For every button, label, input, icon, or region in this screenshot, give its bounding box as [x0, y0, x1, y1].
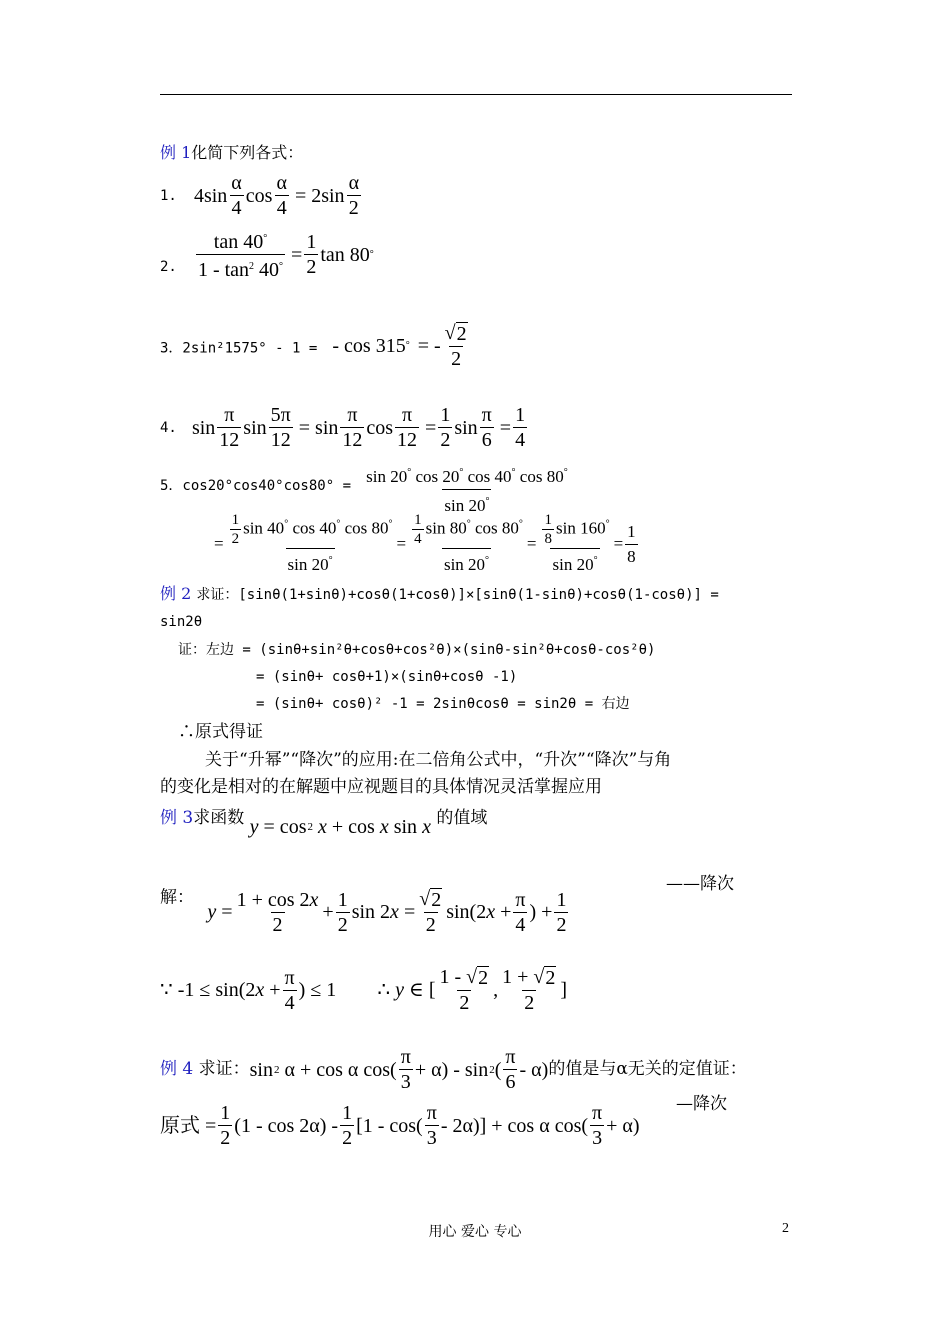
example-3-label: 例 3 — [160, 808, 194, 828]
example-2-statement-cont: sin2θ — [160, 614, 203, 630]
formula-1: 4sin $\frac{\alpha}{4}$ cos $\frac{\alpha}{4}$ = 2sin $\frac{\alpha}{2}$ — [193, 172, 360, 219]
note-line-1: 关于“升幂”“降次”的应用:在二倍角公式中，“升次”“降次”与角 — [205, 750, 672, 770]
example-4-formula: sin 2 α + cos α cos( $\frac{\pi}{3}$ + α) - sin 2 ( $\frac{\pi}{6}$ - α) — [249, 1046, 549, 1093]
example-1-heading — [160, 143, 303, 163]
header-rule — [160, 94, 792, 95]
footer-motto: 用心 爱心 专心 — [428, 1224, 522, 1240]
formula-5-cont: = $\frac{1}{2}$ sin 40° cos 40° cos 80° sin 20° = $\frac{1}{4}$ sin 80° cos 80° sin 20° = $\frac{1}{8}$ sin 160° sin 20° = $\frac{1}{8}$ — [214, 512, 636, 574]
example-3-suffix: 的值域 — [436, 808, 488, 828]
example-3-prefix: 求函数 — [193, 808, 245, 828]
example-4-statement — [160, 1046, 747, 1093]
item-3-text: 3．2sin²1575° - 1 = — [160, 340, 318, 357]
solution-label: 解： — [160, 887, 194, 908]
item-number: 1. — [160, 188, 177, 204]
range-derivation — [160, 966, 567, 1014]
item-number: 4. — [160, 420, 177, 436]
solution-remark: ——降次 — [666, 874, 734, 894]
ex1-item-2 — [160, 231, 374, 293]
example-4-prefix: 求证： — [198, 1059, 250, 1079]
original-label: 原式 — [160, 1114, 200, 1137]
formula-4: sin $\frac{\pi}{12}$ sin $\frac{5\pi}{12}$ = sin $\frac{\pi}{12}$ cos $\frac{\pi}{12}$ = $\frac{1}{2}$ sin $\frac{\pi}{6}$ = $\frac{1}{4}$ — [191, 404, 526, 451]
page-number: 2 — [782, 1221, 789, 1236]
example-2-statement — [160, 584, 719, 605]
example-4-label: 例 4 — [160, 1059, 194, 1079]
example-4-expansion — [160, 1102, 640, 1149]
formula-3: - cos 315 ° = - √ 2 2 — [332, 322, 467, 370]
ex1-item-5 — [160, 458, 572, 513]
example-2-text: 求证：[sinθ(1+sinθ)+cosθ(1+cosθ)]×[sinθ(1-sinθ)+cosθ(1-cosθ)] = — [196, 587, 719, 603]
range-result: ∴ y ∈ [ 1 - √ 2 2 , 1 + √ 2 2 ] — [377, 966, 568, 1014]
formula-2: $\frac{\tan 40^\circ}{1 - \tan^2 40^\circ}$ = $\frac{1}{2}$ tan 80 ° — [197, 231, 374, 281]
proof-line-1: 证：左边 = (sinθ+sin²θ+cosθ+cos²θ)×(sinθ-sin²θ+cosθ-cos²θ) — [178, 642, 656, 658]
proof-line-2: = (sinθ+ cosθ+1)×(sinθ+cosθ -1) — [256, 669, 518, 685]
proof-conclusion: ∴原式得证 — [178, 722, 263, 742]
solution-formula: y = $\frac{1 + \cos 2x}{2}$ + $\frac{1}{2}$ sin 2 x = √ 2 2 sin(2 x + $\frac{\pi}{4}$ ) + $\frac{1}{2}$ — [207, 888, 567, 936]
expansion-remark: —降次 — [676, 1094, 727, 1114]
formula-5: $\frac{\sin 20^\circ \cos 20^\circ \cos 40^\circ \cos 80^\circ}{\sin 20^\circ}$ — [366, 467, 568, 515]
ex1-item-4 — [160, 404, 529, 451]
range-inequality: ∵ -1 ≤ sin(2 x + $\frac{\pi}{4}$ ) ≤ 1 — [160, 966, 337, 1014]
example-3-solution — [160, 874, 570, 936]
ex1-item-3 — [160, 324, 472, 372]
example-2-label: 例 2 — [160, 584, 192, 603]
example-1-label: 例 1 — [160, 143, 192, 162]
function-formula: y = cos 2 x + cos x sin x — [249, 815, 431, 838]
ex1-item-1 — [160, 172, 363, 219]
item-5-text: 5．cos20°cos40°cos80° = — [160, 478, 352, 494]
proof-line-3: = (sinθ+ cosθ)² -1 = 2sinθcosθ = sin2θ = 右边 — [256, 696, 630, 712]
example-1-title: 化简下列各式： — [191, 143, 304, 162]
expansion-formula: 原式 = $\frac{1}{2}$ (1 - cos 2α) - $\frac{1}{2}$ [1 - cos( $\frac{\pi}{3}$ - 2α)] + cos α cos( $\frac{\pi}{3}$ + α) — [160, 1102, 640, 1149]
example-3-statement — [160, 808, 488, 838]
note-line-2: 的变化是相对的在解题中应视题目的具体情况灵活掌握应用 — [160, 777, 602, 797]
ex1-item-5-cont — [214, 512, 640, 576]
example-4-suffix: 的值是与α无关的定值证： — [548, 1059, 747, 1079]
item-number: 2. — [160, 259, 177, 275]
